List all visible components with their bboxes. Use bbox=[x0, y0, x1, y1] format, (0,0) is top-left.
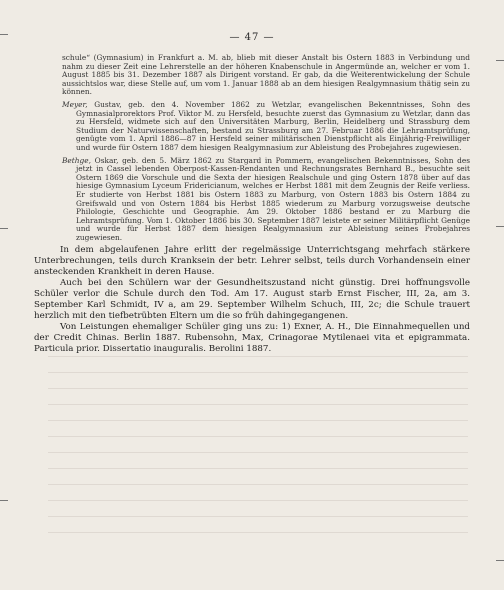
biography-entry-meyer bbox=[62, 101, 470, 153]
report-paragraphs bbox=[34, 245, 470, 355]
bleed-through-line bbox=[48, 500, 468, 501]
paragraph-health: Auch bei den Schülern war der Gesundheitszustand nicht günstig. Drei hoffnungsvolle Schüler verlor die Schule durch den Tod. Am 17. August starb Ernst Fischer, III, 2a, am 3. September Karl Schmidt, IV a, am 29. September Wilhelm Schuch, III, 2c; die Schule trauert herzlich mit den tiefbetrübten Eltern um die so früh dahingegangenen. bbox=[34, 278, 470, 321]
bleed-through-line bbox=[48, 484, 468, 485]
margin-tick bbox=[0, 500, 8, 501]
entry-text: Oskar, geb. den 5. März 1862 zu Stargard in Pommern, evangelischen Bekenntnisses, Sohn des jetzt in Cassel lebenden Oberpost-Kassen-Rendanten und Rechnungsrates Bernhard B., besuchte seit Ostern 1869 die Vorschule und die Sexta der hiesigen Realschule und ging Ostern 1878 über auf das hiesige Gymnasium Lyceum Fridericianum, welches er Herbst 1881 mit dem Zeugnis der Reife verliess. Er studierte von Herbst 1881 bis Ostern 1883 zu Marburg, von Ostern 1883 bis Ostern 1884 zu Greifswald und von Ostern 1884 bis Herbst 1885 wiederum zu Marburg vorzugsweise deutsche Philologie, Geschichte und Geographie. Am 29. Oktober 1886 bestand er zu Marburg die Lehramtsprüfung. Vom 1. Oktober 1886 bis 30. September 1887 leistete er seiner Militärpflicht Genüge und wurde für Herbst 1887 dem hiesigen Realgymnasium zur Ableistung seines Probejahres zugewiesen. bbox=[76, 155, 470, 242]
paragraph-achievements: Von Leistungen ehemaliger Schüler ging uns zu: 1) Exner, A. H., Die Einnahmequellen und der Credit Chinas. Berlin 1887. Rubensohn, Max, Crinagorae Mytilenaei vita et epigrammata. Particula prior. Dissertatio inauguralis. Berolini 1887. bbox=[34, 322, 470, 354]
margin-tick bbox=[496, 226, 504, 227]
margin-tick bbox=[0, 34, 8, 35]
continuation-paragraph: schule“ (Gymnasium) in Frankfurt a. M. ab, blieb mit dieser Anstalt bis Ostern 1883 in Verbindung und nahm zu dieser Zeit eine Lehrerstelle an der höheren Knabenschule in Angermünde an, welcher er vom 1. August 1885 bis 31. Dezember 1887 als Dirigent vorstand. Er gab, da die Weiterentwickelung der Schule aussichtslos war, diese Stelle auf, um vom 1. Januar 1888 ab an dem hiesigen Realgymnasium thätig sein zu können. bbox=[62, 53, 470, 97]
bleed-through-line bbox=[48, 404, 468, 405]
bleed-through-line bbox=[48, 452, 468, 453]
biography-entry-bethge bbox=[62, 157, 470, 243]
bleed-through-line bbox=[48, 468, 468, 469]
entry-text: Gustav, geb. den 4. November 1862 zu Wetzlar, evangelischen Bekenntnisses, Sohn des Gymnasialprorektors Prof. Viktor M. zu Hersfeld, besuchte zuerst das Gymnasium zu Wetzlar, dann das zu Hersfeld, widmete sich auf den Universitäten Marburg, Berlin, Heidelberg und Strassburg dem Studium der Naturwissenschaften, bestand zu Strassburg am 27. Februar 1886 die Lehramtsprüfung, genügte vom 1. April 1886—87 in Hersfeld seiner militärischen Dienstpflicht als Einjährig-Freiwilliger und wurde für Ostern 1887 dem hiesigen Realgymnasium zur Ableistung des Probejahres zugewiesen. bbox=[76, 99, 470, 152]
margin-tick bbox=[0, 228, 8, 229]
bleed-through-line bbox=[48, 420, 468, 421]
margin-tick bbox=[496, 60, 504, 61]
margin-tick bbox=[496, 560, 504, 561]
paragraph-interruptions: In dem abgelaufenen Jahre erlitt der regelmässige Unterrichtsgang mehrfach stärkere Unterbrechungen, teils durch Kranksein der betr. Lehrer selbst, teils durch Vorhandensein einer ansteckenden Krankheit in deren Hause. bbox=[34, 245, 470, 277]
page-number: — 47 — bbox=[229, 32, 275, 43]
entry-name: Bethge, bbox=[62, 155, 91, 165]
bleed-through-line bbox=[48, 356, 468, 357]
bleed-through-line bbox=[48, 372, 468, 373]
entry-name: Meyer, bbox=[62, 99, 88, 109]
bleed-through-line bbox=[48, 532, 468, 533]
bleed-through-line bbox=[48, 516, 468, 517]
bleed-through-line bbox=[48, 436, 468, 437]
biography-section bbox=[62, 54, 470, 246]
bleed-through-line bbox=[48, 388, 468, 389]
